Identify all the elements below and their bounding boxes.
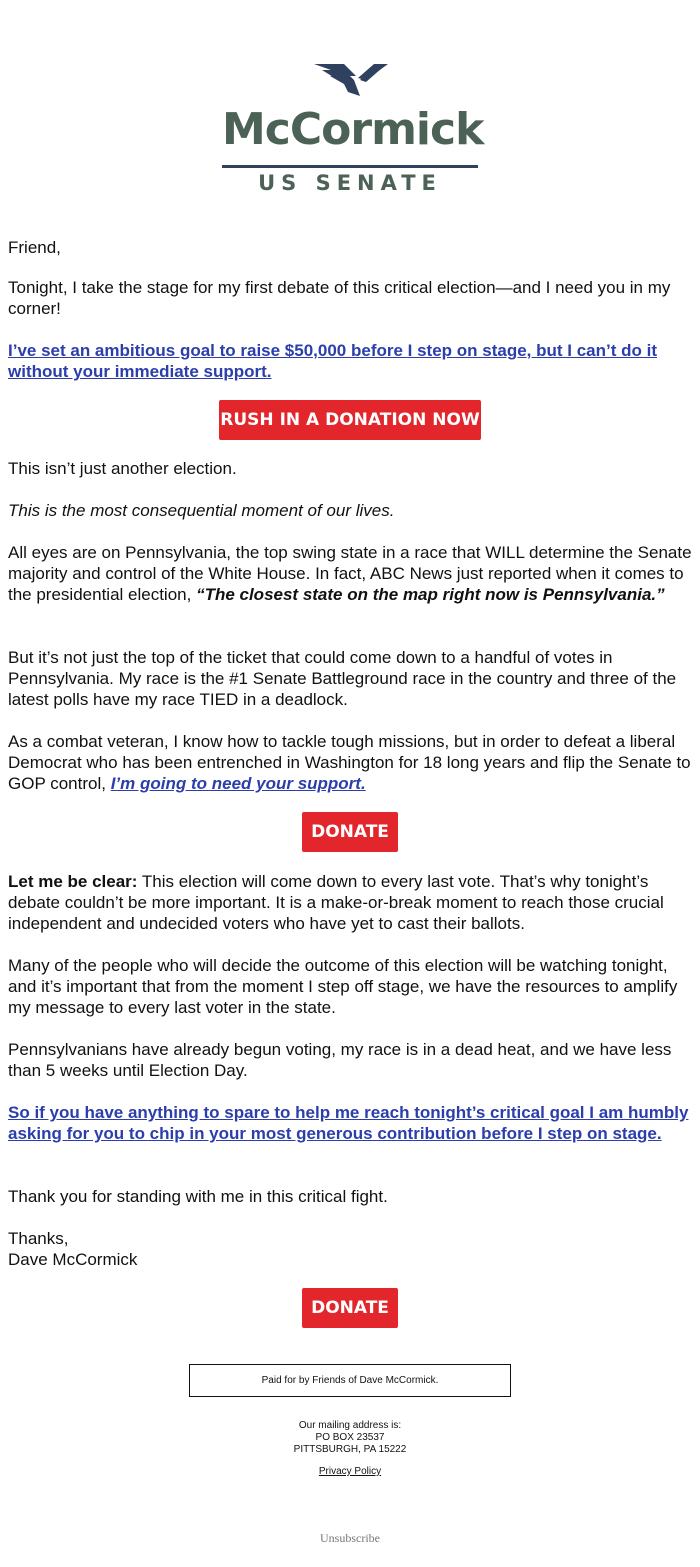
signature: Dave McCormick bbox=[8, 1250, 138, 1269]
paragraph-veteran bbox=[8, 731, 692, 794]
eagle-icon bbox=[314, 62, 388, 96]
donate-button-footer[interactable]: DONATE bbox=[302, 1288, 398, 1328]
unsubscribe-link[interactable]: Unsubscribe bbox=[320, 1531, 380, 1545]
campaign-logo[interactable] bbox=[222, 62, 484, 198]
clear-lead: Let me be clear: bbox=[8, 872, 138, 891]
paid-for-disclaimer: Paid for by Friends of Dave McCormick. bbox=[189, 1364, 511, 1397]
greeting: Friend, bbox=[8, 238, 61, 257]
rush-donation-button[interactable]: RUSH IN A DONATION NOW bbox=[219, 400, 481, 440]
privacy-policy-container bbox=[0, 1466, 700, 1478]
paragraph-election: This isn’t just another election. bbox=[8, 459, 237, 478]
mailing-label: Our mailing address is: bbox=[298, 1420, 402, 1431]
goal-link[interactable]: I’ve set an ambitious goal to raise $50,000 before I step on stage, but I can’t do it without your immediate support. bbox=[8, 341, 658, 381]
paragraph-pennsylvania bbox=[8, 542, 692, 605]
contribution-paragraph bbox=[8, 1102, 692, 1144]
donate-button[interactable]: DONATE bbox=[302, 812, 398, 852]
address-line-2: PITTSBURGH, PA 15222 bbox=[293, 1444, 407, 1455]
signoff: Thanks, bbox=[8, 1229, 69, 1248]
privacy-policy-link[interactable]: Privacy Policy bbox=[318, 1466, 382, 1477]
paragraph-intro: Tonight, I take the stage for my first debate of this critical election—and I need you in my corner! bbox=[8, 278, 671, 318]
pennsylvania-text: All eyes are on Pennsylvania, the top swing state in a race that WILL determine the Senate majority and control of the White House. In fact, ABC News just reported when it comes to the presidential election, bbox=[8, 543, 692, 604]
logo-name: McCormick bbox=[222, 104, 484, 155]
clear-text: This election will come down to every last vote. That’s why tonight’s debate couldn’t be more important. It is a make-or-break moment to reach those crucial independent and undecided voters who have yet to cast their ballots. bbox=[8, 872, 664, 933]
abc-quote: “The closest state on the map right now is Pennsylvania.” bbox=[196, 585, 665, 604]
veteran-text: As a combat veteran, I know how to tackle tough missions, but in order to defeat a liberal Democrat who has been entrenched in Washington for 18 long years and flip the Senate to GOP control, bbox=[8, 732, 691, 793]
paragraph-clear bbox=[8, 871, 692, 934]
paragraph-battleground: But it’s not just the top of the ticket that could come down to a handful of votes in Pennsylvania. My race is the #1 Senate Battleground race in the country and three of the latest polls have my race TIED in a deadlock. bbox=[8, 648, 677, 709]
paragraph-voting: Pennsylvanians have already begun voting, my race is in a dead heat, and we have less than 5 weeks until Election Day. bbox=[8, 1040, 672, 1080]
contribution-link[interactable]: So if you have anything to spare to help me reach tonight’s critical goal I am humbly asking for you to chip in your most generous contribution before I step on stage. bbox=[8, 1103, 689, 1143]
support-link[interactable]: I’m going to need your support. bbox=[110, 774, 366, 793]
address-line-1: PO BOX 23537 bbox=[315, 1432, 385, 1443]
logo-divider bbox=[222, 165, 478, 168]
paragraph-consequential: This is the most consequential moment of our lives. bbox=[8, 501, 395, 520]
logo-subtitle: US SENATE bbox=[258, 171, 442, 195]
paragraph-watching: Many of the people who will decide the outcome of this election will be watching tonight, and it’s important that from the moment I step off stage, we have the resources to amplify my message to every last voter in the state. bbox=[8, 956, 678, 1017]
paragraph-thanks: Thank you for standing with me in this critical fight. bbox=[8, 1187, 388, 1206]
goal-paragraph bbox=[8, 340, 692, 382]
